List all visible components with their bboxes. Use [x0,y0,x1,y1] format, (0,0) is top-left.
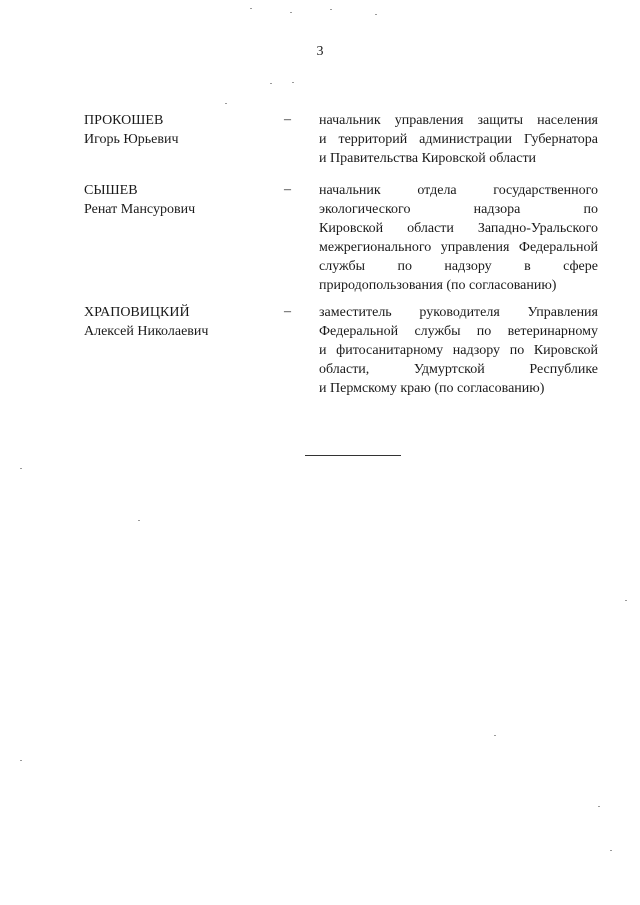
member-position [319,303,598,398]
scan-speck [610,850,612,851]
scan-speck [330,9,332,10]
position-line: и территорий администрации Губернатора [319,132,598,147]
member-name [84,303,274,341]
position-line: межрегионального управления Федеральной [319,240,598,255]
scan-speck [250,8,252,9]
position-line: природопользования (по согласованию) [319,278,557,293]
separator-dash: – [284,182,291,197]
member-given-names: Игорь Юрьевич [84,132,179,147]
member-surname: ХРАПОВИЦКИЙ [84,305,190,320]
position-line: Кировской области Западно-Уральского [319,221,598,236]
position-line: заместитель руководителя Управления [319,305,598,320]
separator-dash: – [284,304,291,319]
separator-dash: – [284,112,291,127]
member-position [319,181,598,295]
scan-speck [20,468,22,469]
member-given-names: Алексей Николаевич [84,324,209,339]
position-line: и фитосанитарному надзору по Кировской [319,343,598,358]
scan-speck [598,806,600,807]
position-line: и Пермскому краю (по согласованию) [319,381,545,396]
scan-speck [375,14,377,15]
position-line: начальник отдела государственного [319,183,598,198]
scan-speck [225,103,227,104]
position-line: Федеральной службы по ветеринарному [319,324,598,339]
page-number: 3 [316,44,324,59]
member-position [319,111,598,168]
member-name [84,111,274,149]
scan-speck [270,83,272,84]
member-given-names: Ренат Мансурович [84,202,196,217]
position-line: экологического надзора по [319,202,598,217]
scan-speck [20,760,22,761]
scan-speck [292,82,294,83]
scan-speck [138,520,140,521]
scan-speck [625,600,627,601]
member-surname: СЫШЕВ [84,183,138,198]
position-line: службы по надзору в сфере [319,259,598,274]
position-line: и Правительства Кировской области [319,151,537,166]
scan-speck [290,12,292,13]
member-surname: ПРОКОШЕВ [84,113,164,128]
position-line: начальник управления защиты населения [319,113,598,128]
scan-speck [494,735,496,736]
position-line: области, Удмуртской Республике [319,362,598,377]
closing-rule [305,455,401,456]
member-name [84,181,274,219]
